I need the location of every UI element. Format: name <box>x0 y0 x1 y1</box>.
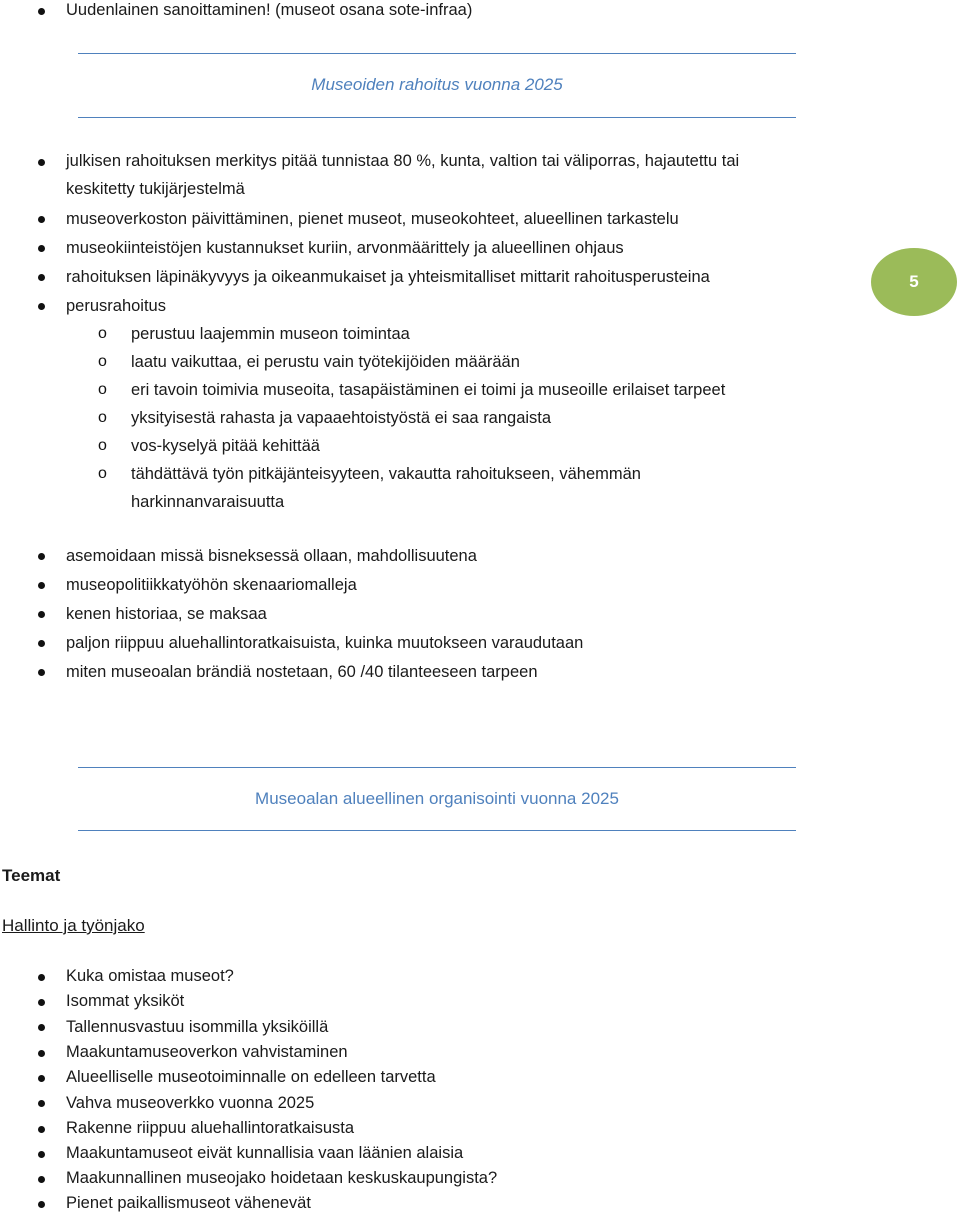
list-item: Maakuntamuseot eivät kunnallisia vaan läänien alaisia <box>66 1144 464 1162</box>
bullet-marker <box>38 1024 45 1031</box>
bullet-marker <box>38 8 45 15</box>
sub-list-item-continuation: harkinnanvaraisuutta <box>131 493 285 511</box>
sub-list-item: tähdättävä työn pitkäjänteisyyteen, vakautta rahoitukseen, vähemmän <box>131 465 641 483</box>
sub-bullet-marker: o <box>98 465 107 482</box>
sub-list-item: laatu vaikuttaa, ei perustu vain työtekijöiden määrään <box>131 353 520 371</box>
bullet-marker <box>38 245 45 252</box>
bullet-marker <box>38 669 45 676</box>
list-item: kenen historiaa, se maksaa <box>66 605 267 623</box>
bullet-marker <box>38 1201 45 1208</box>
heading-rule-bottom <box>78 117 796 118</box>
heading-rule-bottom <box>78 830 796 831</box>
bullet-marker <box>38 159 45 166</box>
list-item: Maakunnallinen museojako hoidetaan keskuskaupungista? <box>66 1169 498 1187</box>
list-item: museoverkoston päivittäminen, pienet museot, museokohteet, alueellinen tarkastelu <box>66 210 679 228</box>
sub-bullet-marker: o <box>98 437 107 454</box>
bullet-marker <box>38 274 45 281</box>
bullet-marker <box>38 1176 45 1183</box>
bullet-marker <box>38 1075 45 1082</box>
bullet-marker <box>38 553 45 560</box>
bullet-marker <box>38 303 45 310</box>
list-item: Pienet paikallismuseot vähenevät <box>66 1194 311 1212</box>
section-title-funding: Museoiden rahoitus vuonna 2025 <box>311 75 563 94</box>
themes-label: Teemat <box>2 866 61 885</box>
list-item: miten museoalan brändiä nostetaan, 60 /40 tilanteeseen tarpeen <box>66 663 538 681</box>
bullet-marker <box>38 216 45 223</box>
list-item: Vahva museoverkko vuonna 2025 <box>66 1094 315 1112</box>
section-title-organisation: Museoalan alueellinen organisointi vuonna 2025 <box>255 789 619 808</box>
list-item: rahoituksen läpinäkyvyys ja oikeanmukaiset ja yhteismitalliset mittarit rahoitusperusteina <box>66 268 710 286</box>
heading-rule-top <box>78 53 796 54</box>
list-item: perusrahoitus <box>66 297 166 315</box>
list-item: Maakuntamuseoverkon vahvistaminen <box>66 1043 348 1061</box>
bullet-marker <box>38 974 45 981</box>
list-item: julkisen rahoituksen merkitys pitää tunnistaa 80 %, kunta, valtion tai väliporras, hajautettu tai <box>66 152 740 170</box>
list-item: Kuka omistaa museot? <box>66 967 234 985</box>
page-number-badge: 5 <box>871 248 957 316</box>
list-item: paljon riippuu aluehallintoratkaisuista, kuinka muutokseen varaudutaan <box>66 634 584 652</box>
sub-list-item: vos-kyselyä pitää kehittää <box>131 437 320 455</box>
sub-list-item: eri tavoin toimivia museoita, tasapäistäminen ei toimi ja museoille erilaiset tarpeet <box>131 381 726 399</box>
heading-rule-top <box>78 767 796 768</box>
list-item: Rakenne riippuu aluehallintoratkaisusta <box>66 1119 355 1137</box>
bullet-marker <box>38 1126 45 1133</box>
sub-bullet-marker: o <box>98 353 107 370</box>
sub-bullet-marker: o <box>98 409 107 426</box>
list-item-continuation: keskitetty tukijärjestelmä <box>66 180 245 198</box>
sub-list-item: yksityisestä rahasta ja vapaaehtoistyöstä ei saa rangaista <box>131 409 552 427</box>
bullet-marker <box>38 611 45 618</box>
list-item: Isommat yksiköt <box>66 992 185 1010</box>
list-item: asemoidaan missä bisneksessä ollaan, mahdollisuutena <box>66 547 477 565</box>
sub-list-item: perustuu laajemmin museon toimintaa <box>131 325 410 343</box>
top-bullet-text: Uudenlainen sanoittaminen! (museot osana sote-infraa) <box>66 1 473 19</box>
bullet-marker <box>38 1100 45 1107</box>
list-item: Tallennusvastuu isommilla yksiköillä <box>66 1018 329 1036</box>
sub-bullet-marker: o <box>98 381 107 398</box>
bullet-marker <box>38 1050 45 1057</box>
bullet-marker <box>38 640 45 647</box>
list-item: museopolitiikkatyöhön skenaariomalleja <box>66 576 357 594</box>
subheading-administration: Hallinto ja työnjako <box>2 916 145 935</box>
list-item: Alueelliselle museotoiminnalle on edelleen tarvetta <box>66 1068 436 1086</box>
list-item: museokiinteistöjen kustannukset kuriin, arvonmäärittely ja alueellinen ohjaus <box>66 239 624 257</box>
sub-bullet-marker: o <box>98 325 107 342</box>
bullet-marker <box>38 582 45 589</box>
bullet-marker <box>38 1151 45 1158</box>
bullet-marker <box>38 999 45 1006</box>
